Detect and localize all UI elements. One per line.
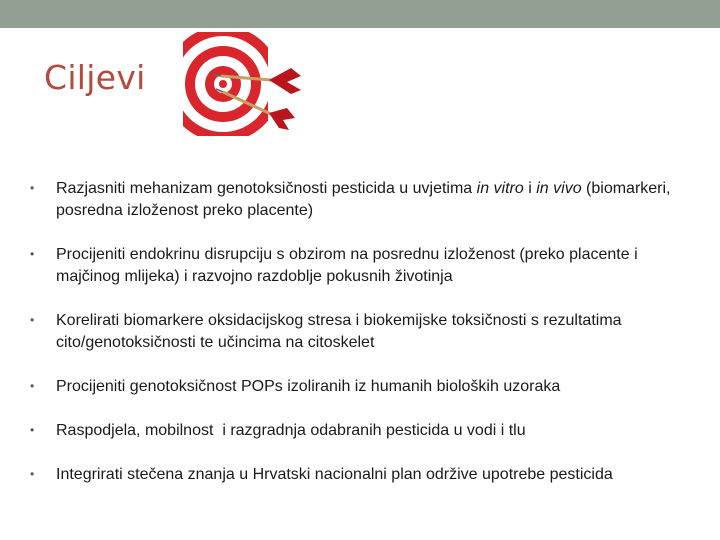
list-item <box>30 310 700 376</box>
target-dartboard-image <box>183 32 305 136</box>
list-item <box>30 464 700 504</box>
list-item <box>30 178 700 244</box>
bullet-icon: • <box>30 423 35 437</box>
bullet-icon: • <box>30 467 35 481</box>
bullet-text: Raspodjela, mobilnost i razgradnja odabranih pesticida u vodi i tlu <box>56 422 526 439</box>
bullet-text: Integrirati stečena znanja u Hrvatski nacionalni plan održive upotrebe pesticida <box>56 466 613 483</box>
slide-title: Ciljevi <box>44 58 146 97</box>
bullet-icon: • <box>30 313 35 327</box>
bullet-text: Razjasniti mehanizam genotoksičnosti pesticida u uvjetima in vitro i in vivo (biomarkeri, posredna izloženost preko placente) <box>56 180 671 219</box>
list-item <box>30 376 700 420</box>
top-bar <box>0 0 720 28</box>
objectives-list <box>30 178 700 504</box>
bullet-icon: • <box>30 379 35 393</box>
list-item <box>30 244 700 310</box>
bullet-text: Procijeniti endokrinu disrupciju s obzirom na posrednu izloženost (preko placente i majčinog mlijeka) i razvojno razdoblje pokusnih životinja <box>56 246 638 285</box>
bullet-icon: • <box>30 247 35 261</box>
bullet-text: Procijeniti genotoksičnost POPs izoliranih iz humanih bioloških uzoraka <box>56 378 561 395</box>
bullet-icon: • <box>30 181 35 195</box>
bullet-text: Korelirati biomarkere oksidacijskog stresa i biokemijske toksičnosti s rezultatima cito/genotoksičnosti te učincima na citoskelet <box>56 312 622 351</box>
list-item <box>30 420 700 464</box>
